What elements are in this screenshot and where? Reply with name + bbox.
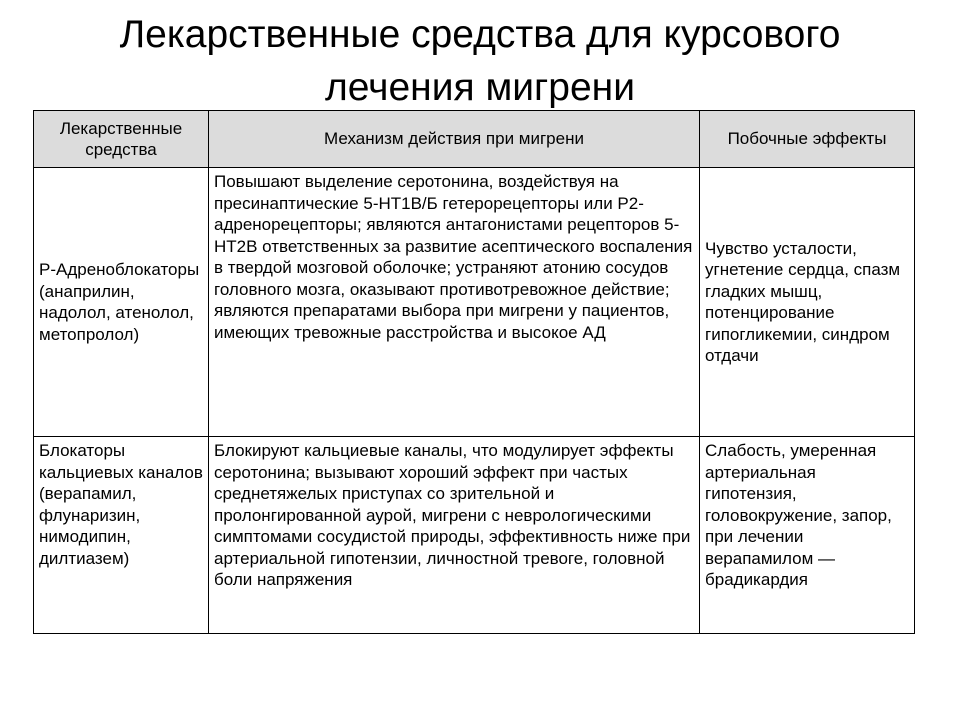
slide-title-line-1: Лекарственные средства для курсового xyxy=(119,13,841,56)
drug-table xyxy=(33,110,915,634)
mechanism-cell: Блокируют кальциевые каналы, что модулирует эффекты серотонина; вызывают хороший эффект при частых среднетяжелых приступах со зрительной и пролонгированной аурой, мигрени с неврологическими симптомами сосудистой природы, эффективность ниже при артериальной гипотензии, личностной тревоге, головной боли напряжения xyxy=(209,437,700,634)
side-effects-cell: Чувство усталости, угнетение сердца, спазм гладких мышц, потенцирование гипогликемии, синдром отдачи xyxy=(700,168,915,437)
slide-title-line-2: лечения мигрени xyxy=(325,66,635,109)
table-header-row xyxy=(34,111,915,168)
table-row xyxy=(34,168,915,437)
mechanism-cell: Повышают выделение серотонина, воздействуя на пресинаптические 5-НТ1В/Б гетерорецепторы или Р2- адренорецепторы; являются антагонистами рецепторов 5-НТ2В ответственных за развитие асептического воспаления в твердой мозговой оболочке; устраняют атонию сосудов головного мозга, оказывают противотревожное действие; являются препаратами выбора при мигрени у пациентов, имеющих тревожные расстройства и высокое АД xyxy=(209,168,700,437)
table-row xyxy=(34,437,915,634)
side-effects-cell: Слабость, умеренная артериальная гипотензия, головокружение, запор, при лечении верапамилом — брадикардия xyxy=(700,437,915,634)
drugs-cell: Р-Адреноблокаторы (анаприлин, надолол, атенолол, метопролол) xyxy=(34,168,209,437)
drugs-cell: Блокаторы кальциевых каналов (верапамил, флунаризин, нимодипин, дилтиазем) xyxy=(34,437,209,634)
header-drugs: Лекарственные средства xyxy=(34,111,209,168)
slide-title xyxy=(0,8,960,114)
header-mechanism: Механизм действия при мигрени xyxy=(209,111,700,168)
header-side-effects: Побочные эффекты xyxy=(700,111,915,168)
